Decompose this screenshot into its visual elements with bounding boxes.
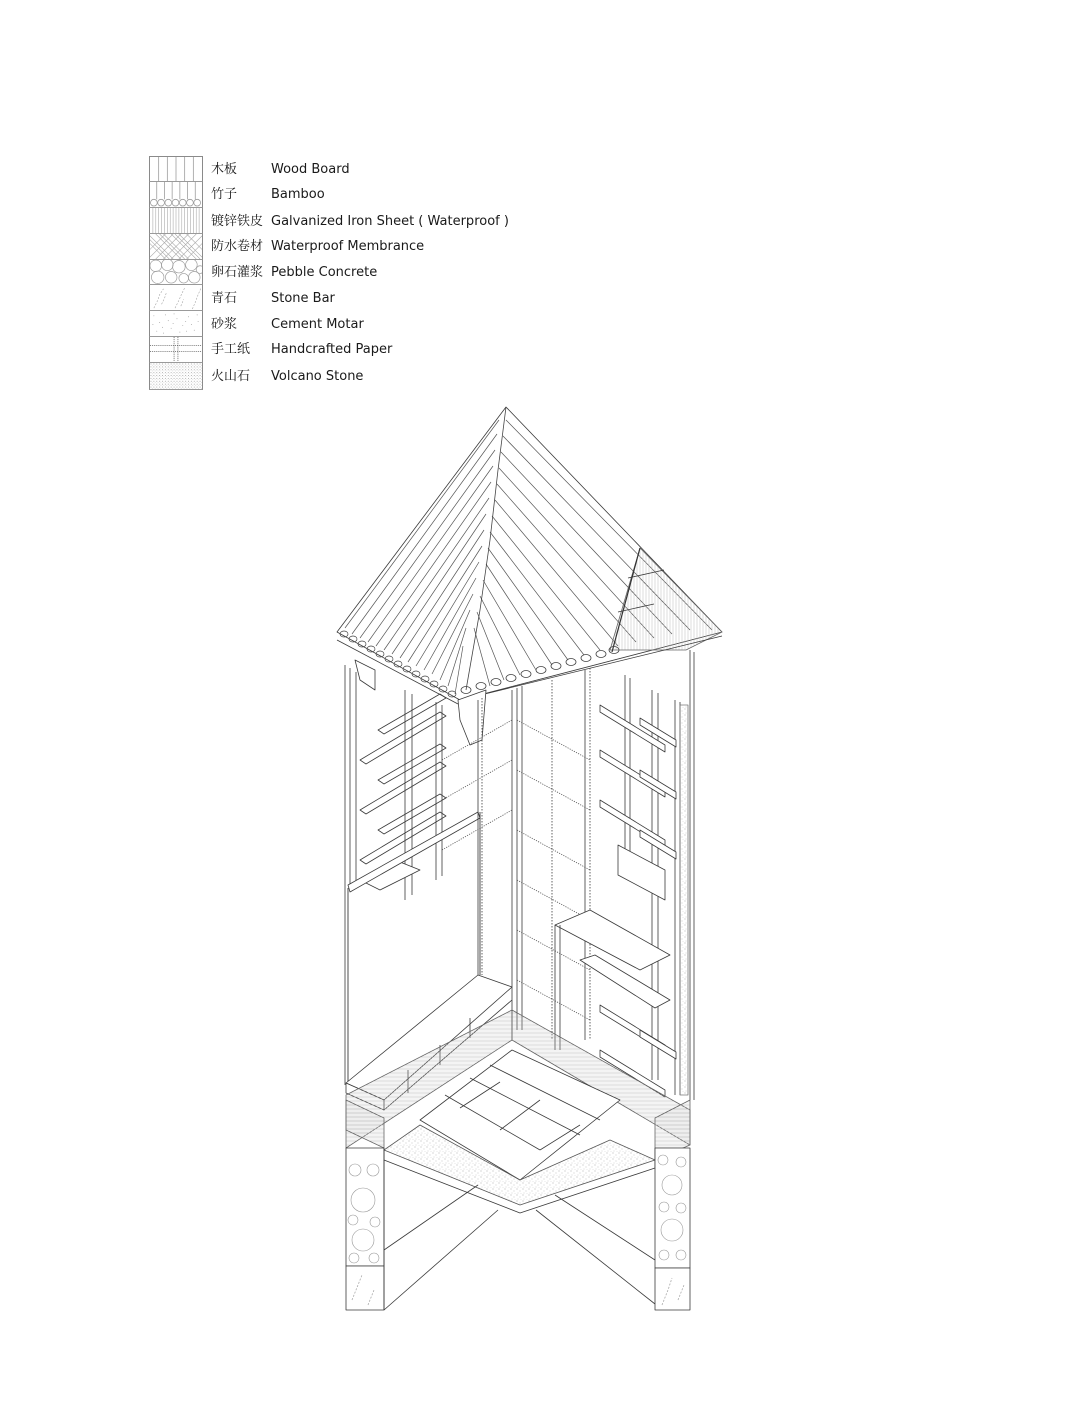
- legend-label-en: Handcrafted Paper: [271, 342, 393, 357]
- legend-label-en: Pebble Concrete: [271, 265, 378, 280]
- legend-label-cn: 竹子: [211, 187, 238, 202]
- legend-label-cn: 木板: [211, 162, 238, 177]
- legend-label-en: Waterproof Membrance: [271, 239, 425, 254]
- legend-label-en: Volcano Stone: [271, 369, 364, 384]
- legend-label-en: Bamboo: [271, 187, 325, 202]
- legend-label-en: Galvanized Iron Sheet ( Waterproof ): [271, 214, 509, 229]
- legend-label-en: Stone Bar: [271, 291, 335, 306]
- right-wall-frame: [555, 650, 694, 1100]
- legend-label-cn: 手工纸: [211, 342, 251, 357]
- legend-label-cn: 镀锌铁皮: [211, 214, 264, 229]
- left-pillar: [346, 1148, 384, 1310]
- legend-label-cn: 火山石: [211, 369, 251, 384]
- legend-label-cn: 砂浆: [211, 317, 238, 332]
- legend-label-cn: 防水卷材: [211, 239, 264, 254]
- legend-label-cn: 卵石灌浆: [211, 265, 264, 280]
- right-pillar: [655, 1148, 690, 1310]
- legend-label-en: Wood Board: [271, 162, 350, 177]
- legend-label-cn: 青石: [211, 291, 238, 306]
- legend-label-en: Cement Motar: [271, 317, 364, 332]
- roof: [337, 407, 722, 704]
